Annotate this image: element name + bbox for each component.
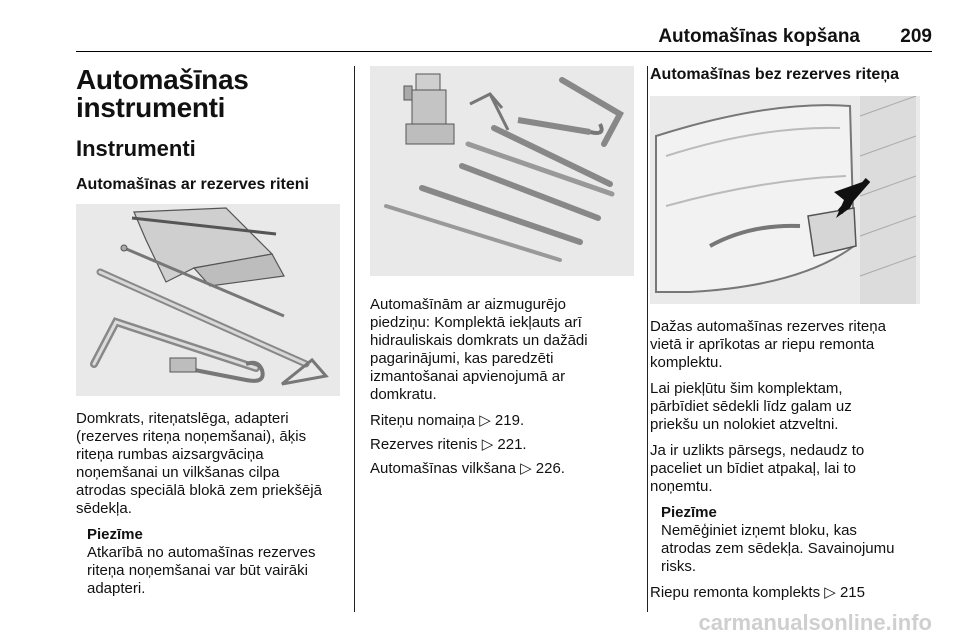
ref-wheel-change[interactable]: Riteņu nomaiņa ▷ 219.	[370, 412, 525, 429]
tools-illustration	[76, 204, 340, 396]
column-divider-left	[354, 66, 355, 612]
watermark: carmanualsonline.info	[698, 610, 932, 635]
figure-hydraulic-jack-tools	[370, 66, 634, 276]
no-spare-paragraph-3: Ja ir uzlikts pārsegs, nedaudz to paceliet un bīdiet atpakaļ, lai to noņemtu.	[650, 442, 865, 495]
column-3	[650, 66, 935, 602]
ref-towing[interactable]: Automašīnas vilkšana ▷ 226.	[370, 460, 565, 477]
note-title-2: Piezīme	[661, 504, 717, 521]
seat-illustration	[650, 96, 920, 304]
page-number: 209	[900, 26, 932, 47]
heading-without-spare: Automašīnas bez rezerves riteņa	[650, 66, 899, 83]
hydraulic-jack-paragraph: Automašīnām ar aizmugurējo piedziņu: Komplektā iekļauts arī hidrauliskais domkrats un dažādi pagarinājumi, kas paredzēti izmantošanai apvienojumā ar domkratu.	[370, 296, 588, 403]
header-rule	[76, 51, 932, 52]
running-section-title: Automašīnas kopšana	[658, 26, 860, 47]
ref-tyre-repair-kit[interactable]: Riepu remonta komplekts ▷ 215	[650, 584, 865, 601]
note-text-2: Nemēģiniet izņemt bloku, kas atrodas zem sēdekļa. Savainojumu risks.	[661, 522, 895, 575]
figure-seat-compartment	[650, 96, 920, 304]
intro-paragraph: Domkrats, riteņatslēga, adapteri (rezerves riteņa noņemšanai), āķis riteņa rumbas aizsargvāciņa noņemšanai un vilkšanas cilpa atrodas speciālā blokā zem priekšējā sēdekļa.	[76, 410, 322, 517]
column-divider-right	[647, 66, 648, 612]
page-header	[76, 26, 932, 50]
note-block	[87, 526, 340, 598]
note-title: Piezīme	[87, 526, 143, 543]
subsection-heading-spare-wheel: Automašīnas ar rezerves riteni	[76, 176, 309, 193]
no-spare-paragraph-1: Dažas automašīnas rezerves riteņa vietā ir aprīkotas ar riepu remonta komplektu.	[650, 318, 886, 371]
hydraulic-tools-illustration	[370, 66, 634, 276]
note-text: Atkarībā no automašīnas rezerves riteņa noņemšanai var būt vairāki adapteri.	[87, 544, 316, 597]
figure-scissor-jack-tools	[76, 204, 340, 396]
no-spare-paragraph-2: Lai piekļūtu šim komplektam, pārbīdiet sēdekli līdz galam uz priekšu un nolokiet atzveltni.	[650, 380, 852, 433]
ref-spare-wheel[interactable]: Rezerves ritenis ▷ 221.	[370, 436, 527, 453]
chapter-title	[76, 66, 340, 122]
note-block-2	[661, 504, 935, 576]
column-2	[370, 66, 634, 478]
chapter-title-line-2: instrumenti	[76, 92, 226, 123]
chapter-title-line-1: Automašīnas	[76, 64, 249, 95]
section-heading-instrumenti: Instrumenti	[76, 136, 196, 161]
column-1	[76, 66, 340, 598]
